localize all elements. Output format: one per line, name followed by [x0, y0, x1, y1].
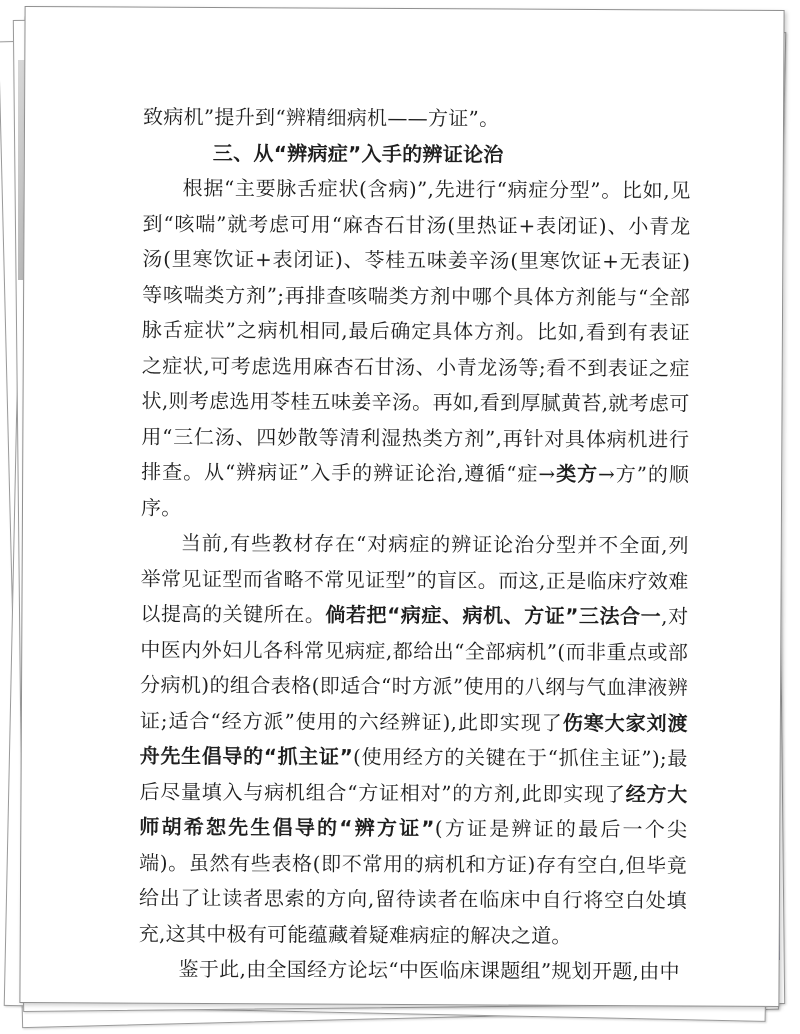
book-page — [19, 6, 784, 1007]
paragraph-1-bold: 类方 — [555, 461, 599, 487]
paragraph-2-bold-f: 经方大师胡希恕先生倡导的“辨方证” — [139, 781, 688, 841]
paragraph-2-text-c: ,对中医内外妇儿各科常见病症,都给出“全部病机”(而非重点或部分病机)的组合表格(即适合“时方派”使用的八纲与气血津液辨证;适合“经方派”使用的六经辨证),此即实现了 — [139, 604, 689, 735]
paragraph-2-text-g: (方证是辨证的最后一个尖端)。虽然有些表格(即不常用的病机和方证)存有空白,但毕竟给出了让读者思索的方向,留待读者在临床中自行将空白处填充,这其中极有可能蕴藏着疑难病症的解决之道。 — [138, 816, 688, 948]
paragraph-2-bold-b: 倘若把“病症、病机、方证”三法合一 — [325, 602, 662, 629]
paragraph-1-text: 根据“主要脉舌症状(含病)”,先进行“病症分型”。比如,见到“咳喘”就考虑可用“麻杏石甘汤(里热证+表闭证)、小青龙汤(里寒饮证+表闭证)、苓桂五味姜辛汤(里寒饮证+无表证)等咳喘类方剂”;再排查咳喘类方剂中哪个具体方剂能与“全部脉舌症状”之病机相同,最后确定具体方剂。比如,看到有表证之症状,可考虑选用麻杏石甘汤、小青龙汤等;看不到表证之症状,则考虑选用苓桂五味姜辛汤。再如,看到厚腻黄苔,就考虑可用“三仁汤、四妙散等清利湿热类方剂”,再针对具体病机进行排查。从“辨病证”入手的辨证论治,遵循“症→ — [141, 175, 691, 486]
page-content — [138, 100, 691, 990]
paragraph-continuation: 致病机”提升到“辨精细病机——方证”。 — [142, 104, 500, 131]
paragraph-2-text-e: (使用经方的关键在于“抓住主证”);最后尽量填入与病机组合“方证相对”的方剂,此即实现了 — [139, 744, 688, 806]
section-heading: 三、从“辨病症”入手的辨证论治 — [212, 140, 504, 167]
paragraph-1-text-end: →方”的顺序。 — [140, 462, 690, 520]
paragraph-3: 鉴于此,由全国经方论坛“中医临床课题组”规划开题,由中 — [178, 956, 680, 984]
paragraph-1 — [141, 171, 691, 529]
paragraph-2-text-a: 当前,有些教材存在“对病症的辨证论治分型并不全面,列举常见证型而省略不常见证型”的盲区。而这,正是临床疗效难以提高的关键所在。 — [140, 530, 689, 627]
paragraph-2-bold-d: 伤寒大家刘渡舟先生倡导的“抓主证” — [139, 710, 688, 769]
paragraph-2 — [139, 526, 689, 955]
